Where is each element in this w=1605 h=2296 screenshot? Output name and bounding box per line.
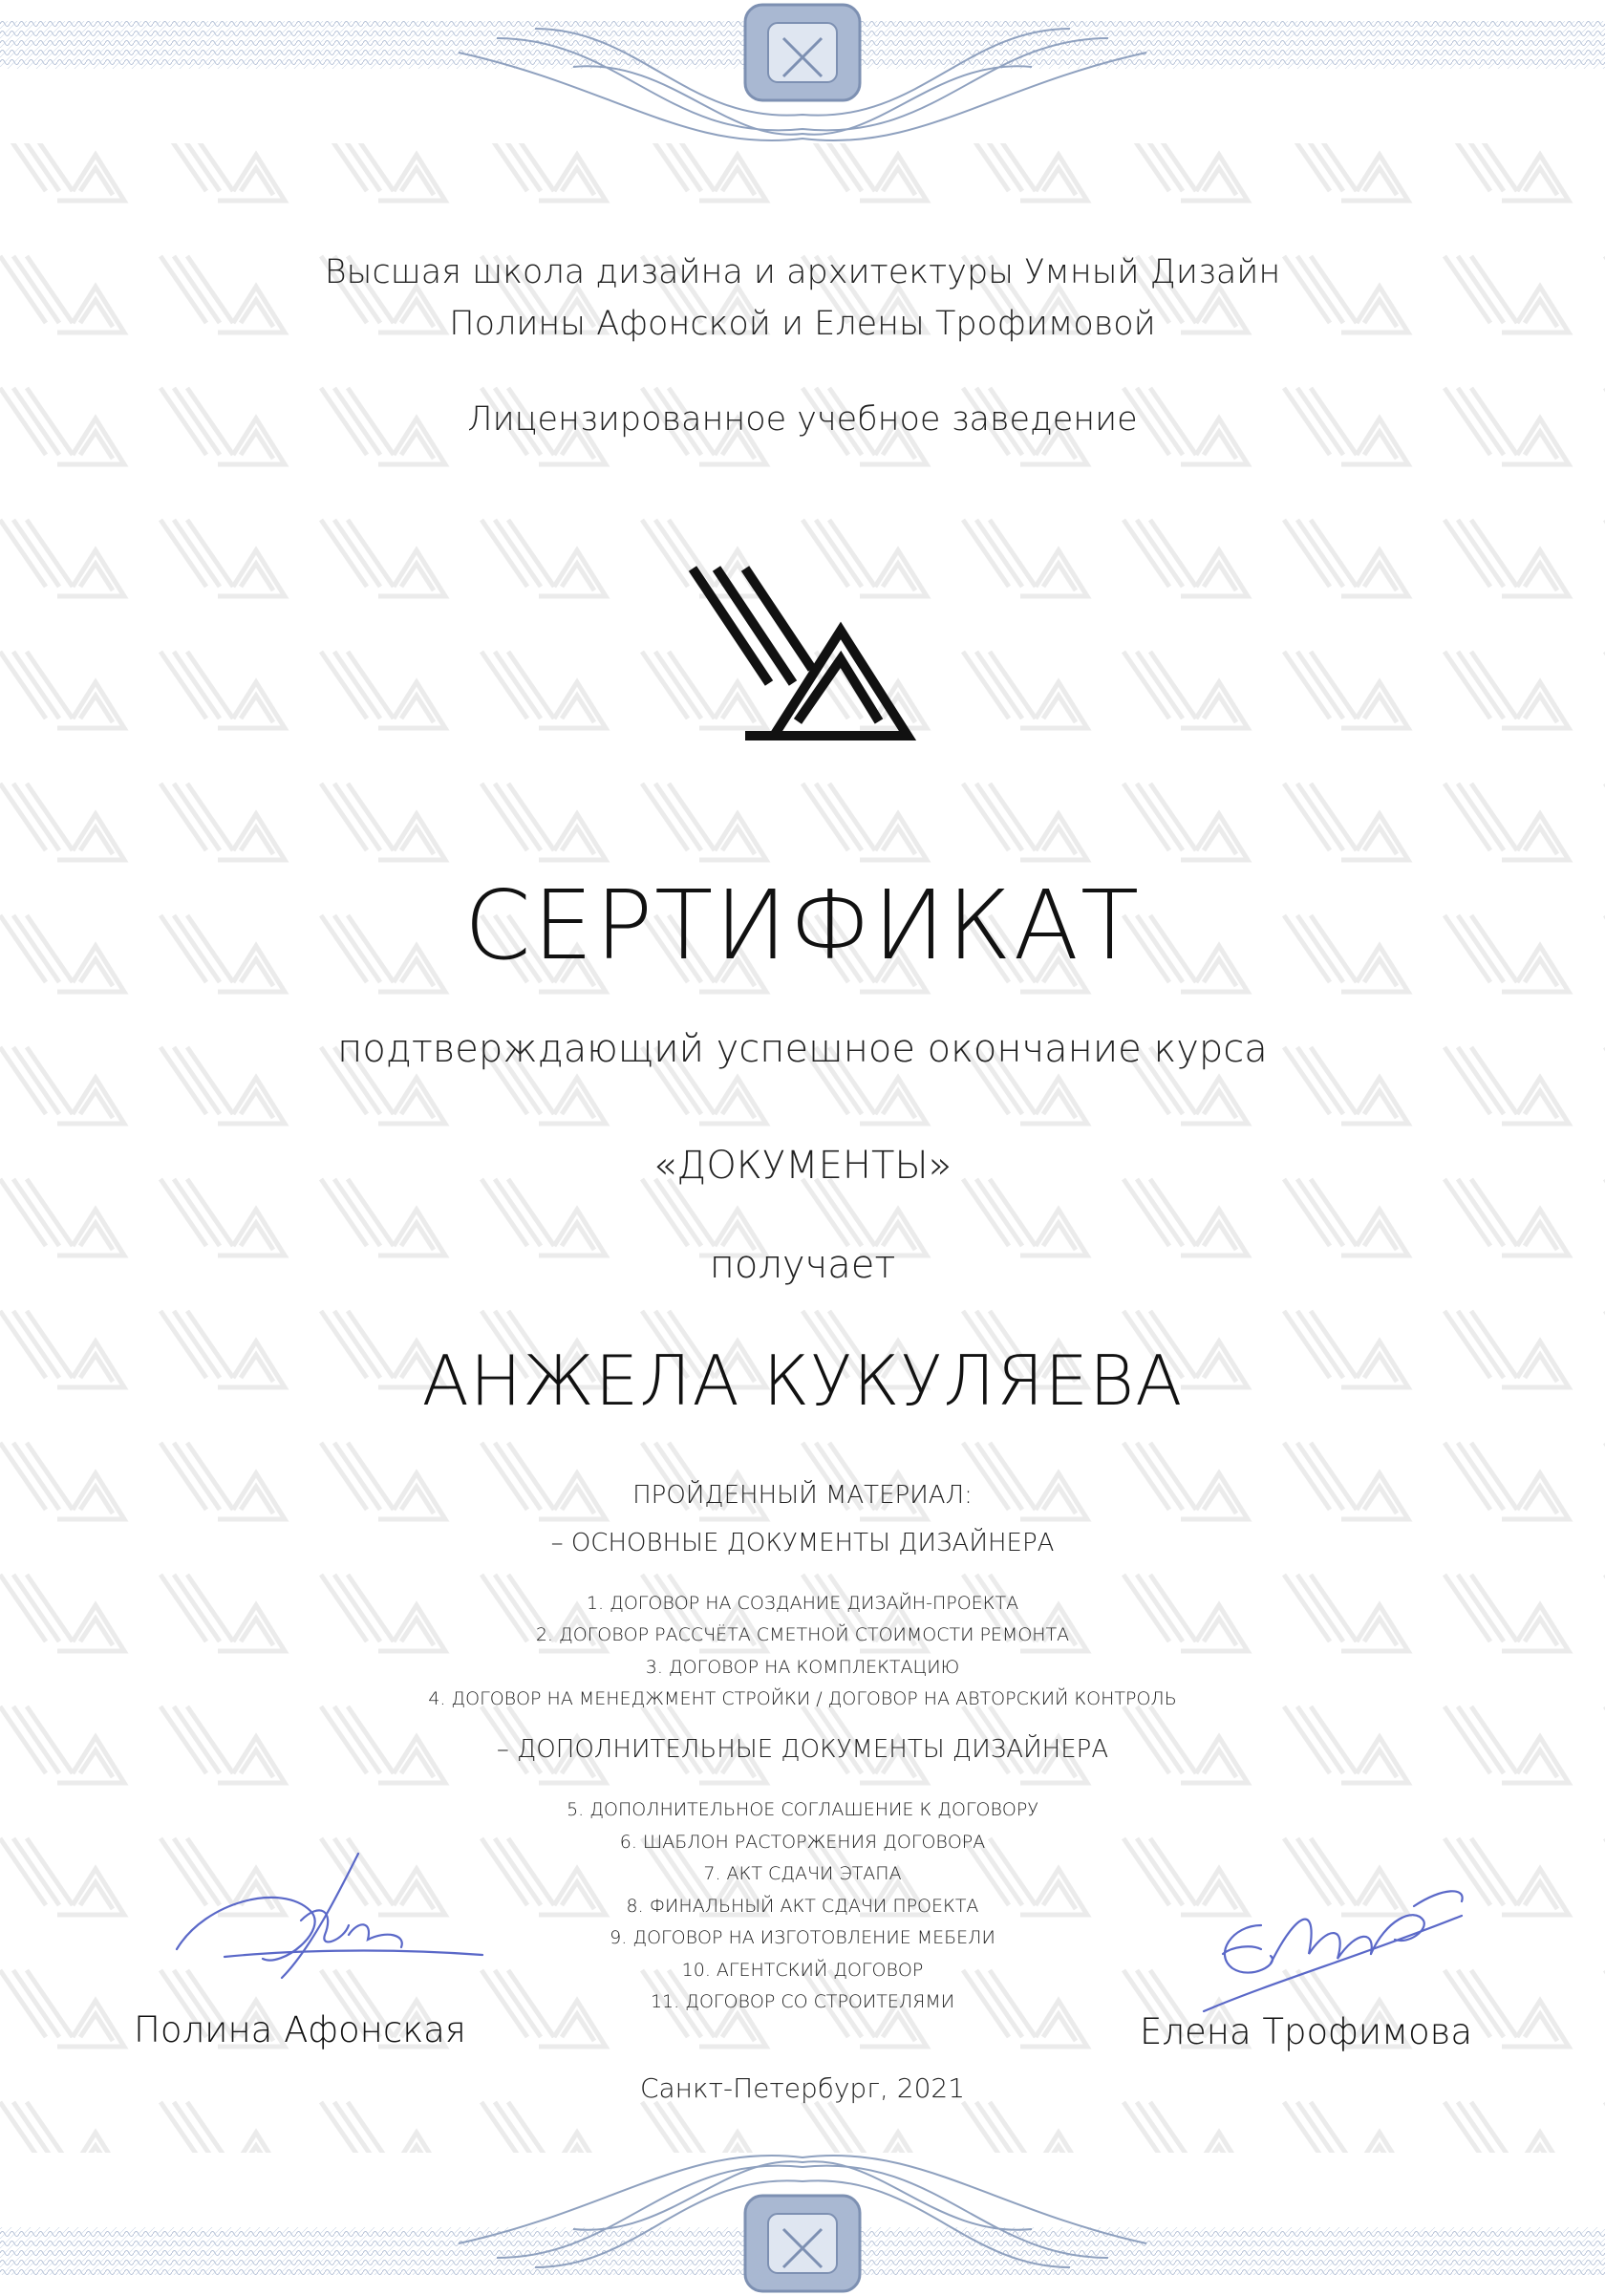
- license-text: Лицензированное учебное заведение: [467, 400, 1138, 439]
- material-heading: ПРОЙДЕННЫЙ МАТЕРИАЛ:: [632, 1481, 973, 1510]
- list-item: 2. ДОГОВОР РАССЧЁТА СМЕТНОЙ СТОИМОСТИ РЕМОНТА: [535, 1624, 1070, 1645]
- recipient-name: АНЖЕЛА КУКУЛЯЕВА: [421, 1341, 1184, 1421]
- section-title-additional: – ДОПОЛНИТЕЛЬНЫЕ ДОКУМЕНТЫ ДИЗАЙНЕРА: [496, 1735, 1109, 1764]
- list-item: 5. ДОПОЛНИТЕЛЬНОЕ СОГЛАШЕНИЕ К ДОГОВОРУ: [567, 1799, 1038, 1820]
- institution-name-line1: Высшая школа дизайна и архитектуры Умный Дизайн: [324, 253, 1281, 291]
- list-item: 6. ШАБЛОН РАСТОРЖЕНИЯ ДОГОВОРА: [619, 1832, 986, 1853]
- certificate-title: СЕРТИФИКАТ: [463, 869, 1142, 981]
- bottom-guilloche-border: [0, 2153, 1605, 2296]
- signature-name-right: Елена Трофимова: [1140, 2011, 1473, 2052]
- receives-label: получает: [709, 1243, 896, 1287]
- list-item: 11. ДОГОВОР СО СТРОИТЕЛЯМИ: [650, 1991, 955, 2012]
- list-item: 1. ДОГОВОР НА СОЗДАНИЕ ДИЗАЙН-ПРОЕКТА: [586, 1593, 1019, 1614]
- signature-left: [167, 1844, 492, 1987]
- certificate-subtitle: подтверждающий успешное окончание курса: [337, 1027, 1268, 1071]
- course-name: «ДОКУМЕНТЫ»: [653, 1144, 952, 1188]
- signature-name-left: Полина Афонская: [134, 2009, 466, 2050]
- list-item: 8. ФИНАЛЬНЫЙ АКТ СДАЧИ ПРОЕКТА: [626, 1896, 979, 1917]
- school-logo: [688, 564, 917, 755]
- list-item: 10. АГЕНТСКИЙ ДОГОВОР: [681, 1960, 924, 1981]
- institution-name-line2: Полины Афонской и Елены Трофимовой: [449, 305, 1156, 343]
- top-guilloche-border: [0, 0, 1605, 143]
- signature-right: [1194, 1868, 1471, 2021]
- list-item: 3. ДОГОВОР НА КОМПЛЕКТАЦИЮ: [645, 1657, 960, 1678]
- list-item: 9. ДОГОВОР НА ИЗГОТОВЛЕНИЕ МЕБЕЛИ: [610, 1927, 995, 1948]
- list-item: 7. АКТ СДАЧИ ЭТАПА: [703, 1863, 902, 1884]
- section-title-main: – ОСНОВНЫЕ ДОКУМЕНТЫ ДИЗАЙНЕРА: [550, 1529, 1055, 1557]
- city-year: Санкт-Петербург, 2021: [639, 2072, 966, 2104]
- list-item: 4. ДОГОВОР НА МЕНЕДЖМЕНТ СТРОЙКИ / ДОГОВОР НА АВТОРСКИЙ КОНТРОЛЬ: [428, 1688, 1177, 1709]
